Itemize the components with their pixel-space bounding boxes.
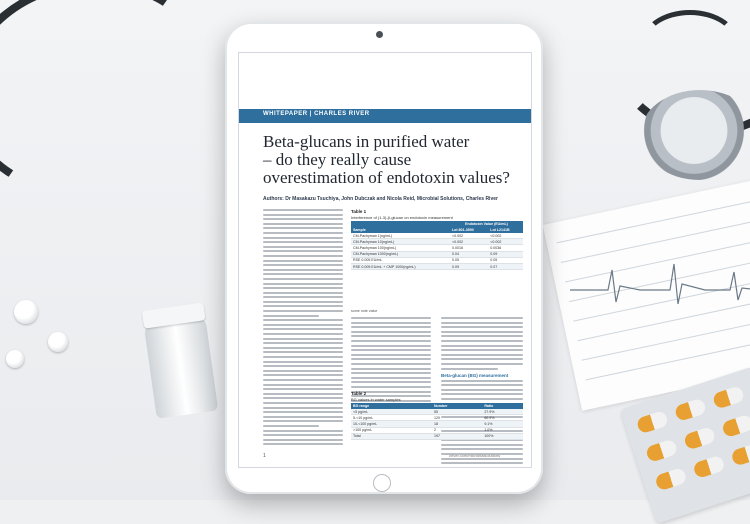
table-row: CM-Pachyman 100(ng/mL) 0.0016 0.0036 bbox=[351, 245, 523, 251]
table-row: 10-<100 pg/mL 18 9.1% bbox=[351, 421, 523, 427]
table-2-title: Table 2 bbox=[351, 391, 367, 396]
website-url: criver.com/microbialsolutions bbox=[449, 453, 501, 458]
pill bbox=[6, 350, 24, 368]
stethoscope-chestpiece bbox=[640, 90, 750, 180]
table-row: 5-<10 pg/mL 120 60.9% bbox=[351, 415, 523, 421]
medicine-bottle bbox=[144, 316, 219, 419]
table-2-col-header: Ratio bbox=[482, 403, 523, 409]
table-1-title: Table 1 bbox=[351, 209, 367, 214]
table-row: Total 197 100% bbox=[351, 433, 523, 439]
ecg-line bbox=[570, 250, 750, 310]
table-1-col-header: Lot L2141B bbox=[488, 227, 523, 233]
section-heading: Beta-glucan (BG) measurement bbox=[441, 372, 509, 378]
table-row: CM-Pachyman 1(ng/mL) <0.002 <0.002 bbox=[351, 233, 523, 239]
stethoscope-tube-left bbox=[0, 0, 233, 217]
table-1 bbox=[351, 221, 523, 270]
table-row: >100 pg/mL 2 1.0% bbox=[351, 427, 523, 433]
table-row: CM-Pachyman 10(ng/mL) <0.002 <0.002 bbox=[351, 239, 523, 245]
table-1-col-header: Lot 801-3590 bbox=[450, 227, 488, 233]
pill bbox=[48, 332, 68, 352]
table-2 bbox=[351, 403, 523, 440]
banner-label: WHITEPAPER | CHARLES RIVER bbox=[263, 111, 370, 117]
table-1-caption: Interference of (1-3)-β-glucan on endotoxin measurement bbox=[351, 215, 453, 220]
table-row: RSE 0.005 EU/mL + CMP 1000(ng/mL) 0.09 0.07 bbox=[351, 263, 523, 269]
tablet-screen bbox=[238, 52, 532, 468]
table-1-group-header: Endotoxin Value (EU/mL) bbox=[450, 221, 523, 227]
page-number: 1 bbox=[263, 453, 266, 459]
tablet-device bbox=[225, 22, 543, 494]
bottle-cap bbox=[142, 302, 206, 328]
table-2-col-header: BG range bbox=[351, 403, 432, 409]
table-row: <5 pg/mL 55 27.9% bbox=[351, 409, 523, 415]
table-row: RSE 0.005 EU/mL 0.05 0.05 bbox=[351, 257, 523, 263]
headline-line-2: – do they really cause bbox=[263, 150, 412, 169]
home-button[interactable] bbox=[373, 474, 391, 492]
table-1-col-header: Sample bbox=[351, 227, 450, 233]
headline-line-1: Beta-glucans in purified water bbox=[263, 132, 470, 151]
body-column-3 bbox=[441, 317, 523, 468]
table-row: CM-Pachyman 1000(ng/mL) 0.04 0.09 bbox=[351, 251, 523, 257]
article-headline bbox=[263, 133, 523, 187]
body-column-1 bbox=[263, 209, 343, 448]
table-2-col-header: Number bbox=[432, 403, 482, 409]
headline-line-3: overestimation of endotoxin values? bbox=[263, 168, 510, 187]
table-1-footnote: some note value bbox=[351, 309, 378, 313]
pill bbox=[14, 300, 38, 324]
camera-icon bbox=[376, 31, 383, 38]
stethoscope-earpiece bbox=[640, 10, 740, 80]
article-authors: Authors: Dr Masakazu Tsuchiya, John Dubczak and Nicola Reid, Microbial Solutions, Charles River bbox=[263, 196, 498, 202]
whitepaper-banner bbox=[239, 109, 531, 123]
table-2-caption: BG values in water samples bbox=[351, 397, 401, 402]
